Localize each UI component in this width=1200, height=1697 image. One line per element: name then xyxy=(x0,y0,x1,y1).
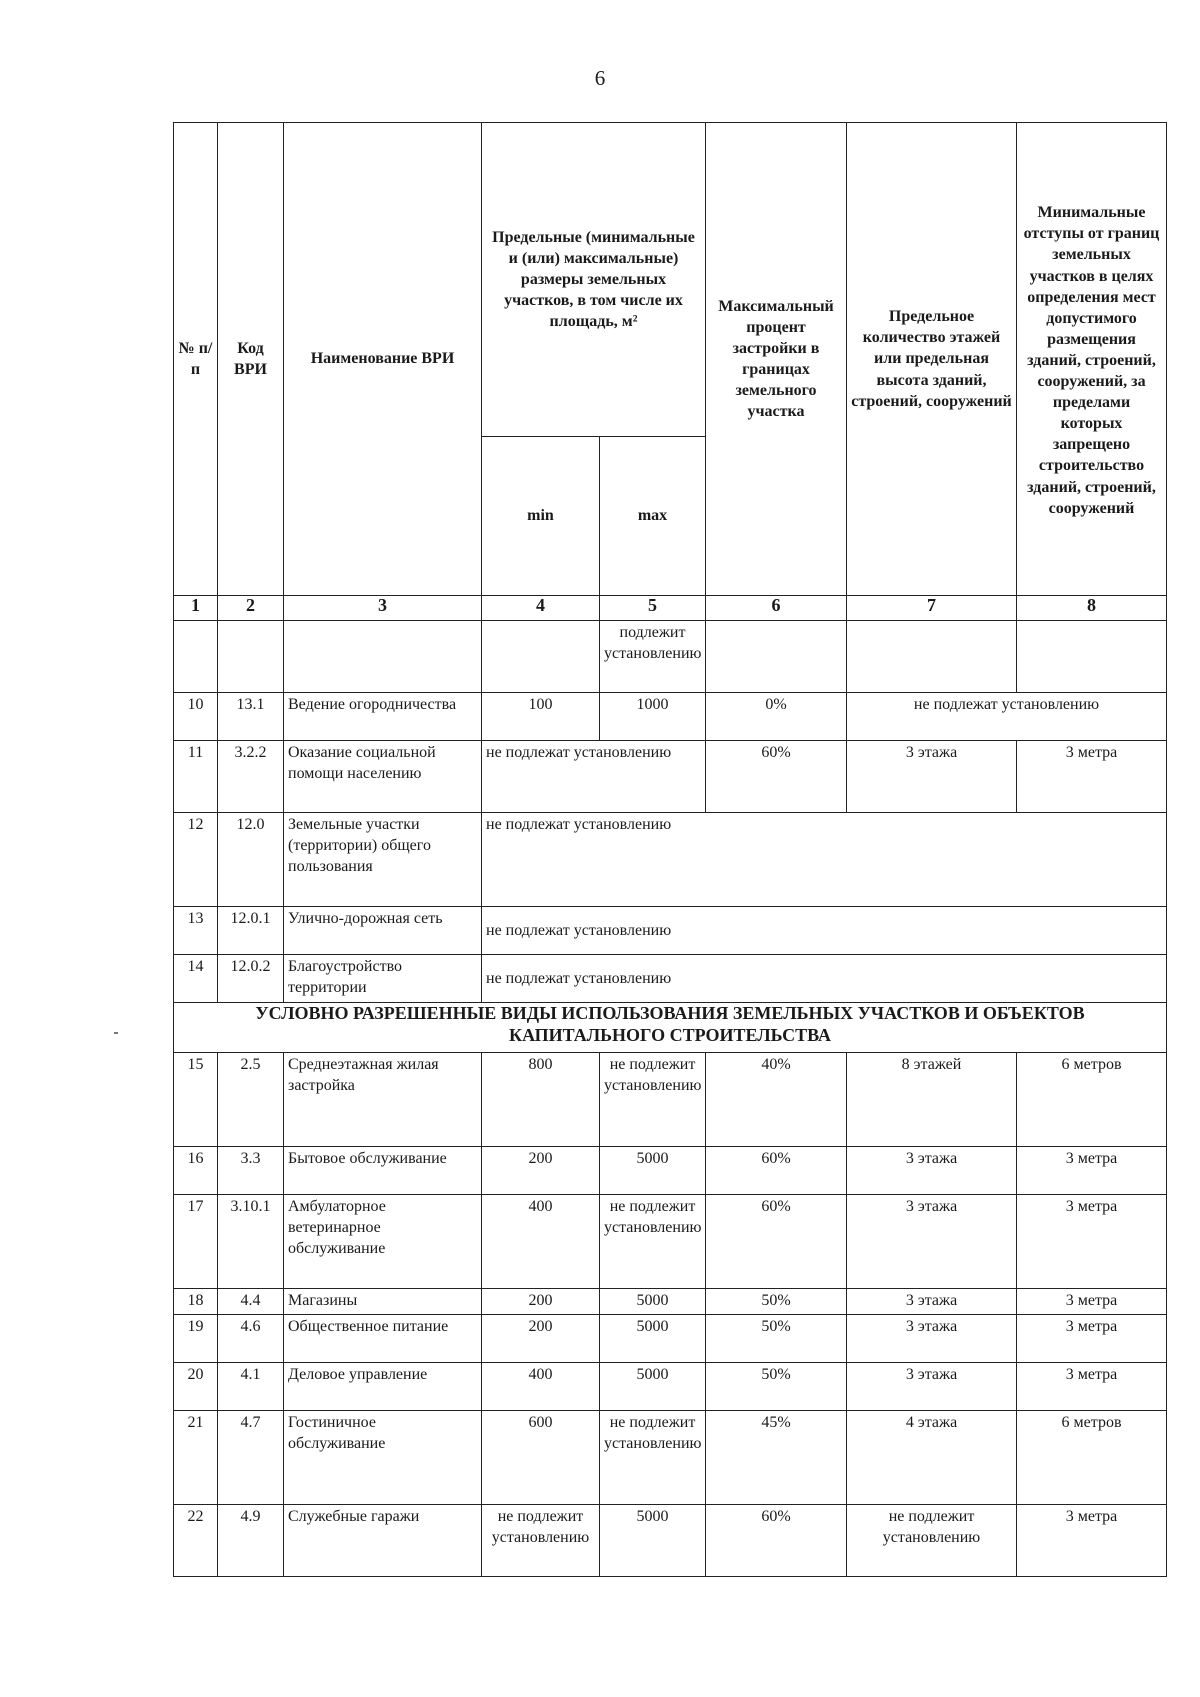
cell-num: 21 xyxy=(174,1411,218,1505)
cell-num: 18 xyxy=(174,1289,218,1315)
cell-floors: 3 этажа xyxy=(847,1363,1017,1411)
cell-code: 3.2.2 xyxy=(218,741,284,813)
cell-percent: 60% xyxy=(706,1195,847,1289)
table-row xyxy=(174,955,1167,1003)
cell-merged: не подлежат установлению xyxy=(482,955,1167,1003)
cell-name: Бытовое обслуживание xyxy=(284,1147,482,1195)
cell-max: 5000 xyxy=(600,1315,706,1363)
column-number: 5 xyxy=(600,596,706,621)
column-number: 7 xyxy=(847,596,1017,621)
cell-name: Оказание социальной помощи населению xyxy=(284,741,482,813)
column-number: 8 xyxy=(1017,596,1167,621)
header-setbacks: Минимальные отступы от границ земельных участков в целях определения мест допустимого размещения зданий, строений, сооружений, за пределами которых запрещено строительство зданий, строений, сооружений xyxy=(1017,123,1167,596)
table-row xyxy=(174,1505,1167,1577)
cell-percent: 50% xyxy=(706,1289,847,1315)
cell-setback: 6 метров xyxy=(1017,1411,1167,1505)
header-num: № п/п xyxy=(174,123,218,596)
header-name: Наименование ВРИ xyxy=(284,123,482,596)
cell-max: 5000 xyxy=(600,1363,706,1411)
scan-mark xyxy=(114,1032,118,1034)
cell-floors: 3 этажа xyxy=(847,741,1017,813)
cell-name: Среднеэтажная жилая застройка xyxy=(284,1053,482,1147)
cell-num: 10 xyxy=(174,693,218,741)
cell-floors: 3 этажа xyxy=(847,1315,1017,1363)
header-code: Код ВРИ xyxy=(218,123,284,596)
cell-code: 4.9 xyxy=(218,1505,284,1577)
cell-code: 4.6 xyxy=(218,1315,284,1363)
cell-percent: 40% xyxy=(706,1053,847,1147)
cell-name: Служебные гаражи xyxy=(284,1505,482,1577)
cell-code: 3.10.1 xyxy=(218,1195,284,1289)
cell-max: 1000 xyxy=(600,693,706,741)
cell-floors: 4 этажа xyxy=(847,1411,1017,1505)
cell-setback: 3 метра xyxy=(1017,1315,1167,1363)
cell-num: 14 xyxy=(174,955,218,1003)
column-number: 2 xyxy=(218,596,284,621)
cell-min: 400 xyxy=(482,1195,600,1289)
column-number: 3 xyxy=(284,596,482,621)
cell-num: 15 xyxy=(174,1053,218,1147)
column-number: 6 xyxy=(706,596,847,621)
land-use-table xyxy=(173,122,1167,1577)
cell-percent: 0% xyxy=(706,693,847,741)
cell-num: 16 xyxy=(174,1147,218,1195)
table-row xyxy=(174,813,1167,907)
header-size-group: Предельные (минимальные и (или) максимальные) размеры земельных участков, в том числе их площадь, м² xyxy=(482,123,706,437)
cell-max: 5000 xyxy=(600,1289,706,1315)
cell-max: 5000 xyxy=(600,1147,706,1195)
cell-name: Общественное питание xyxy=(284,1315,482,1363)
table-row xyxy=(174,1147,1167,1195)
cell-name: Магазины xyxy=(284,1289,482,1315)
cell-min: 200 xyxy=(482,1147,600,1195)
cell-name: Деловое управление xyxy=(284,1363,482,1411)
cell-min: 600 xyxy=(482,1411,600,1505)
cell-num: 20 xyxy=(174,1363,218,1411)
cell-num: 22 xyxy=(174,1505,218,1577)
cell-setback: 3 метра xyxy=(1017,741,1167,813)
table-row xyxy=(174,907,1167,955)
cell-min: 100 xyxy=(482,693,600,741)
cell-max: 5000 xyxy=(600,1505,706,1577)
column-number: 4 xyxy=(482,596,600,621)
cell-min: 200 xyxy=(482,1289,600,1315)
cell-code: 4.7 xyxy=(218,1411,284,1505)
section-title: УСЛОВНО РАЗРЕШЕННЫЕ ВИДЫ ИСПОЛЬЗОВАНИЯ ЗЕМЕЛЬНЫХ УЧАСТКОВ И ОБЪЕКТОВ КАПИТАЛЬНОГО СТРОИТЕЛЬСТВА xyxy=(174,1003,1167,1053)
cell-percent: 60% xyxy=(706,1147,847,1195)
cell-code: 13.1 xyxy=(218,693,284,741)
table-row xyxy=(174,1315,1167,1363)
cell-floors: 3 этажа xyxy=(847,1195,1017,1289)
cell-max: не подлежит установлению xyxy=(600,1053,706,1147)
cell-max: не подлежит установлению xyxy=(600,1195,706,1289)
table-row xyxy=(174,1053,1167,1147)
cell-num: 19 xyxy=(174,1315,218,1363)
cell-merged: не подлежат установлению xyxy=(847,693,1167,741)
cell-min: 200 xyxy=(482,1315,600,1363)
cell-setback: 3 метра xyxy=(1017,1195,1167,1289)
cell-code: 12.0.2 xyxy=(218,955,284,1003)
table-row xyxy=(174,1289,1167,1315)
cell-name: Гостиничное обслуживание xyxy=(284,1411,482,1505)
table-row xyxy=(174,1411,1167,1505)
header-percent: Максимальный процент застройки в границах земельного участка xyxy=(706,123,847,596)
cell-percent: 60% xyxy=(706,1505,847,1577)
table-row xyxy=(174,1195,1167,1289)
cell-setback: 6 метров xyxy=(1017,1053,1167,1147)
cell-num: 13 xyxy=(174,907,218,955)
cell-setback: 3 метра xyxy=(1017,1363,1167,1411)
cell-name: Улично-дорожная сеть xyxy=(284,907,482,955)
cell-num: 11 xyxy=(174,741,218,813)
cell-floors: 3 этажа xyxy=(847,1147,1017,1195)
cell-code: 4.4 xyxy=(218,1289,284,1315)
column-number: 1 xyxy=(174,596,218,621)
cell-num: 17 xyxy=(174,1195,218,1289)
cell-min: 400 xyxy=(482,1363,600,1411)
table-row xyxy=(174,741,1167,813)
cell-floors: не подлежит установлению xyxy=(847,1505,1017,1577)
cell-code: 2.5 xyxy=(218,1053,284,1147)
cell-floors: 3 этажа xyxy=(847,1289,1017,1315)
cell-percent: 50% xyxy=(706,1363,847,1411)
cell-percent: 50% xyxy=(706,1315,847,1363)
cell-num: 12 xyxy=(174,813,218,907)
cell-floors: 8 этажей xyxy=(847,1053,1017,1147)
cell-code: 12.0 xyxy=(218,813,284,907)
table-row xyxy=(174,693,1167,741)
header-max: max xyxy=(600,437,706,596)
table-row xyxy=(174,1363,1167,1411)
cell-code: 12.0.1 xyxy=(218,907,284,955)
cell-merged: не подлежат установлению xyxy=(482,907,1167,955)
cell-minmax: не подлежат установлению xyxy=(482,741,706,813)
cell-setback: 3 метра xyxy=(1017,1505,1167,1577)
cell-min: не подлежит установлению xyxy=(482,1505,600,1577)
cell-percent: 45% xyxy=(706,1411,847,1505)
cell-code: 3.3 xyxy=(218,1147,284,1195)
cell-code: 4.1 xyxy=(218,1363,284,1411)
header-min: min xyxy=(482,437,600,596)
cell-setback: 3 метра xyxy=(1017,1147,1167,1195)
cell-percent: 60% xyxy=(706,741,847,813)
cell-max: не подлежит установлению xyxy=(600,1411,706,1505)
table-row xyxy=(174,621,1167,693)
cell-name: Земельные участки (территории) общего пользования xyxy=(284,813,482,907)
header-floors: Предельное количество этажей или предельная высота зданий, строений, сооружений xyxy=(847,123,1017,596)
page-number: 6 xyxy=(594,66,606,90)
cell-name: Амбулаторное ветеринарное обслуживание xyxy=(284,1195,482,1289)
cell-name: Благоустройство территории xyxy=(284,955,482,1003)
cell-setback: 3 метра xyxy=(1017,1289,1167,1315)
cell-name: Ведение огородничества xyxy=(284,693,482,741)
cell-max: подлежит установлению xyxy=(600,621,706,693)
cell-merged: не подлежат установлению xyxy=(482,813,1167,907)
cell-min: 800 xyxy=(482,1053,600,1147)
